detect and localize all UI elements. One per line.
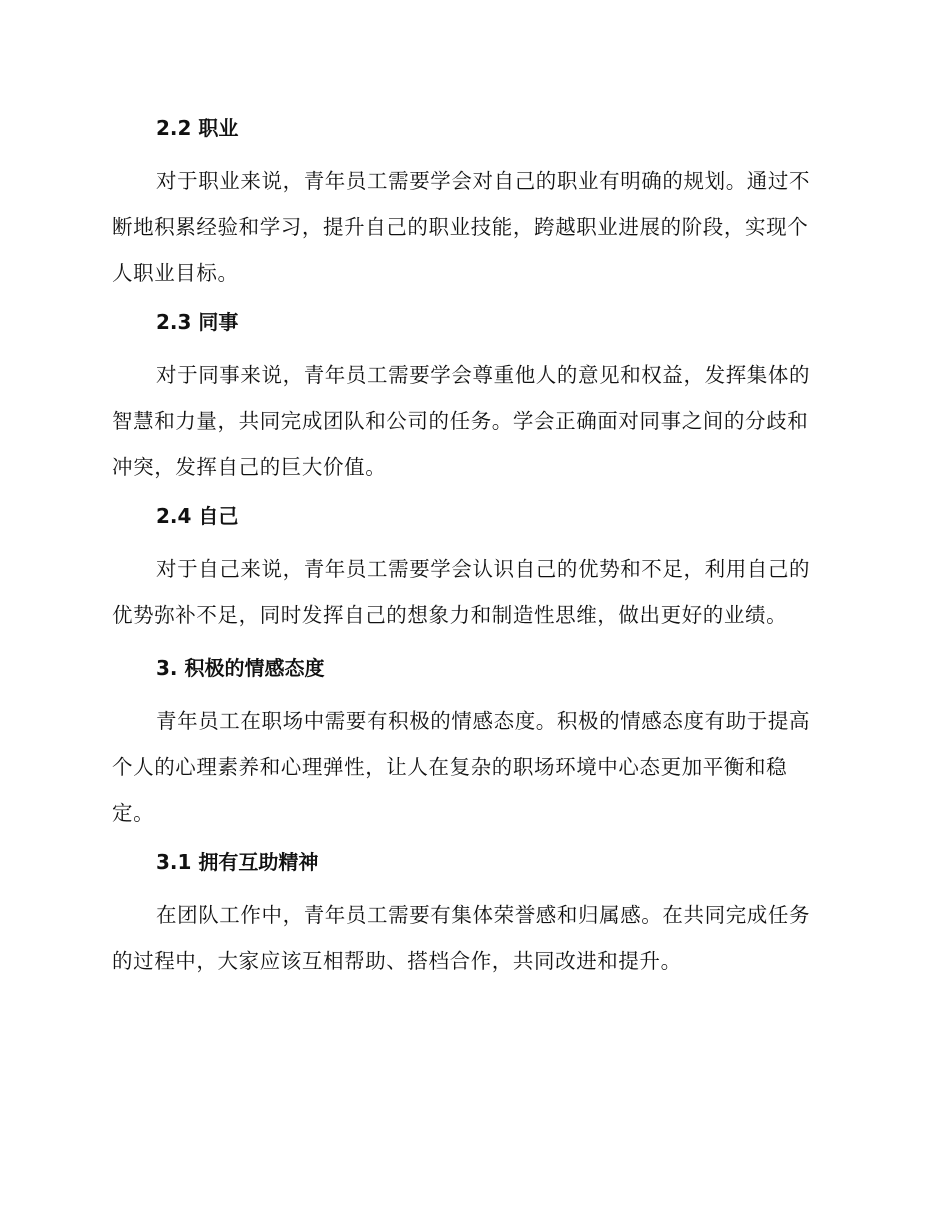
- paragraph-line: 对于同事来说，青年员工需要学会尊重他人的意见和权益，发挥集体的: [156, 363, 811, 387]
- paragraph-line: 的过程中，大家应该互相帮助、搭档合作，共同改进和提升。: [112, 949, 682, 973]
- section-paragraph-positive-attitude: [112, 698, 832, 836]
- paragraph-line: 个人的心理素养和心理弹性，让人在复杂的职场环境中心态更加平衡和稳: [112, 755, 788, 779]
- paragraph-line: 优势弥补不足，同时发挥自己的想象力和制造性思维，做出更好的业绩。: [112, 603, 788, 627]
- paragraph-line: 智慧和力量，共同完成团队和公司的任务。学会正确面对同事之间的分歧和: [112, 409, 809, 433]
- section-heading-positive-attitude: 3. 积极的情感态度: [156, 656, 325, 680]
- paragraph-line: 人职业目标。: [112, 261, 239, 285]
- section-paragraph-mutual-help: [112, 892, 832, 984]
- paragraph-line: 在团队工作中，青年员工需要有集体荣誉感和归属感。在共同完成任务: [156, 903, 811, 927]
- paragraph-line: 青年员工在职场中需要有积极的情感态度。积极的情感态度有助于提高: [156, 709, 811, 733]
- paragraph-line: 断地积累经验和学习，提升自己的职业技能，跨越职业进展的阶段，实现个: [112, 215, 809, 239]
- section-heading-colleagues: 2.3 同事: [156, 310, 239, 334]
- section-heading-self: 2.4 自己: [156, 504, 239, 528]
- paragraph-line: 冲突，发挥自己的巨大价值。: [112, 455, 387, 479]
- paragraph-line: 对于职业来说，青年员工需要学会对自己的职业有明确的规划。通过不: [156, 169, 811, 193]
- section-paragraph-colleagues: [112, 352, 832, 490]
- section-heading-mutual-help: 3.1 拥有互助精神: [156, 850, 319, 874]
- section-paragraph-career: [112, 158, 832, 296]
- paragraph-line: 对于自己来说，青年员工需要学会认识自己的优势和不足，利用自己的: [156, 557, 811, 581]
- section-heading-career: 2.2 职业: [156, 116, 239, 140]
- paragraph-line: 定。: [112, 801, 155, 825]
- section-paragraph-self: [112, 546, 832, 638]
